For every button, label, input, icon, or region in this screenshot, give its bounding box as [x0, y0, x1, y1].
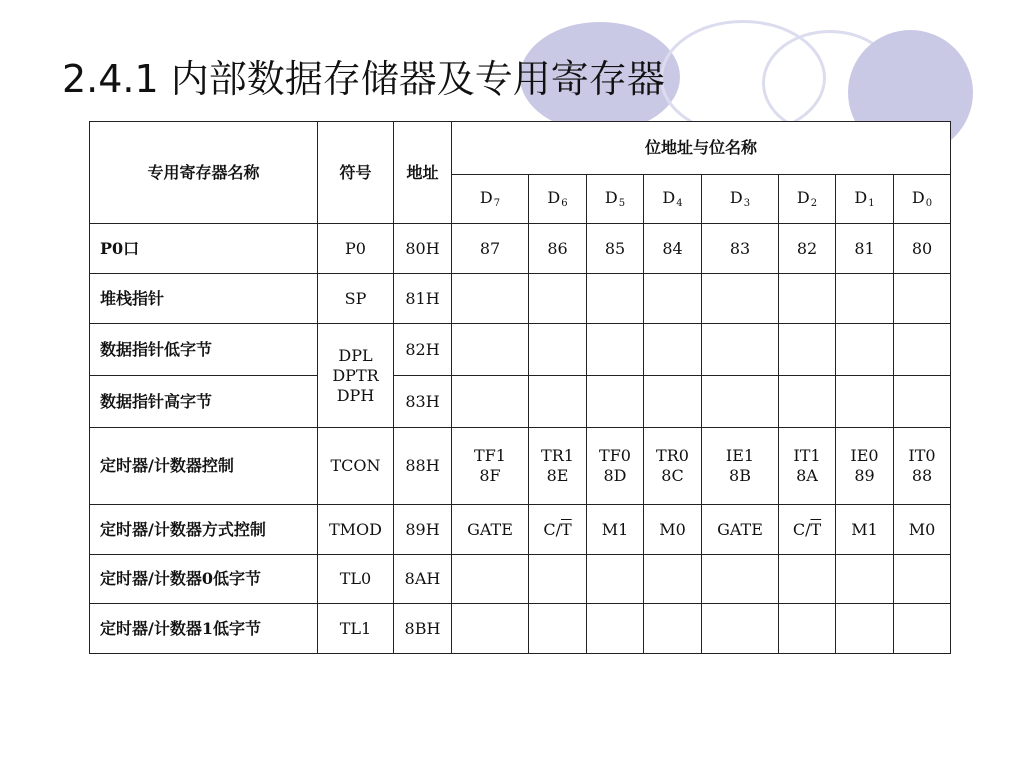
header-bits-group: 位地址与位名称	[452, 122, 951, 175]
register-symbol: TL0	[318, 555, 394, 604]
bit-cell	[529, 324, 587, 376]
bit-cell	[529, 376, 587, 428]
header-address: 地址	[394, 122, 452, 224]
bit-cell	[894, 376, 951, 428]
table-row	[90, 376, 951, 428]
register-name: 堆栈指针	[90, 274, 318, 324]
bit-cell	[894, 324, 951, 376]
bit-cell	[452, 324, 529, 376]
bit-cell	[836, 376, 894, 428]
bit-cell	[702, 555, 779, 604]
bit-cell	[779, 274, 836, 324]
header-bit-d1: $D_1$	[836, 175, 894, 224]
header-name: 专用寄存器名称	[90, 122, 318, 224]
bit-cell	[587, 274, 644, 324]
bit-cell: M1	[587, 505, 644, 555]
bit-cell: 87	[452, 224, 529, 274]
register-symbol-dptr	[318, 324, 394, 428]
register-symbol: TMOD	[318, 505, 394, 555]
register-symbol: TCON	[318, 428, 394, 505]
bit-cell: 85	[587, 224, 644, 274]
bit-cell	[644, 324, 702, 376]
bit-cell	[702, 604, 779, 654]
register-name: 数据指针低字节	[90, 324, 318, 376]
header-row	[90, 122, 951, 175]
bit-cell	[836, 555, 894, 604]
bit-cell: 80	[894, 224, 951, 274]
bit-cell	[529, 274, 587, 324]
bit-cell: M0	[644, 505, 702, 555]
bit-cell	[894, 274, 951, 324]
table-row	[90, 224, 951, 274]
bit-cell	[452, 376, 529, 428]
bit-cell	[779, 604, 836, 654]
bit-cell	[779, 324, 836, 376]
bit-cell: TR0 8C	[644, 428, 702, 505]
register-address: 8BH	[394, 604, 452, 654]
bit-cell: 82	[779, 224, 836, 274]
bit-cell	[836, 324, 894, 376]
bit-cell: M0	[894, 505, 951, 555]
register-address: 8AH	[394, 555, 452, 604]
table-row	[90, 505, 951, 555]
table-row	[90, 604, 951, 654]
table-row	[90, 324, 951, 376]
sfr-table	[89, 121, 951, 654]
slide-title: 2.4.1 内部数据存储器及专用寄存器	[62, 57, 665, 101]
bit-cell	[702, 274, 779, 324]
bit-cell	[644, 604, 702, 654]
header-bit-d5: $D_5$	[587, 175, 644, 224]
header-bit-d7: $D_7$	[452, 175, 529, 224]
register-address: 89H	[394, 505, 452, 555]
bit-cell	[894, 604, 951, 654]
register-name: 定时器/计数器1低字节	[90, 604, 318, 654]
register-address: 81H	[394, 274, 452, 324]
header-bit-d3: $D_3$	[702, 175, 779, 224]
table-row	[90, 274, 951, 324]
header-bit-d2: $D_2$	[779, 175, 836, 224]
bit-cell: TF1 8F	[452, 428, 529, 505]
bit-cell	[529, 604, 587, 654]
bit-cell	[779, 555, 836, 604]
register-name: 定时器/计数器方式控制	[90, 505, 318, 555]
bit-cell	[779, 376, 836, 428]
bit-cell: M1	[836, 505, 894, 555]
register-name: 定时器/计数器控制	[90, 428, 318, 505]
register-name: 数据指针高字节	[90, 376, 318, 428]
bit-cell: IT0 88	[894, 428, 951, 505]
register-address: 82H	[394, 324, 452, 376]
bit-cell	[452, 555, 529, 604]
bit-cell	[702, 376, 779, 428]
symbol-dph: DPH	[336, 385, 375, 405]
bit-cell: GATE	[452, 505, 529, 555]
bit-cell: $C/\overline{T}$	[529, 505, 587, 555]
bit-cell: IE1 8B	[702, 428, 779, 505]
bit-cell	[894, 555, 951, 604]
bit-cell	[644, 274, 702, 324]
bit-cell	[702, 324, 779, 376]
header-bit-d6: $D_6$	[529, 175, 587, 224]
bit-cell: TR1 8E	[529, 428, 587, 505]
bit-cell: 84	[644, 224, 702, 274]
bit-cell: GATE	[702, 505, 779, 555]
register-symbol: P0	[318, 224, 394, 274]
bit-cell: 86	[529, 224, 587, 274]
bit-cell: TF0 8D	[587, 428, 644, 505]
bit-cell	[644, 376, 702, 428]
bit-cell: $C/\overline{T}$	[779, 505, 836, 555]
register-address: 88H	[394, 428, 452, 505]
bit-cell: IT1 8A	[779, 428, 836, 505]
table-row	[90, 555, 951, 604]
register-address: 80H	[394, 224, 452, 274]
bit-cell	[452, 274, 529, 324]
table-row	[90, 428, 951, 505]
bit-cell: 81	[836, 224, 894, 274]
bit-cell	[529, 555, 587, 604]
register-symbol: SP	[318, 274, 394, 324]
bit-cell	[587, 376, 644, 428]
bit-cell	[587, 555, 644, 604]
bit-cell: IE0 89	[836, 428, 894, 505]
bit-cell	[836, 604, 894, 654]
bit-cell	[836, 274, 894, 324]
bit-cell	[587, 324, 644, 376]
header-bit-d0: $D_0$	[894, 175, 951, 224]
bit-cell: 83	[702, 224, 779, 274]
register-symbol: TL1	[318, 604, 394, 654]
bit-cell	[587, 604, 644, 654]
register-address: 83H	[394, 376, 452, 428]
header-bit-d4: $D_4$	[644, 175, 702, 224]
register-name: P0口	[90, 224, 318, 274]
bit-cell	[452, 604, 529, 654]
bit-cell	[644, 555, 702, 604]
symbol-dptr: DPTR	[332, 365, 379, 385]
header-symbol: 符号	[318, 122, 394, 224]
register-name: 定时器/计数器0低字节	[90, 555, 318, 604]
symbol-dpl: DPL	[338, 345, 373, 365]
